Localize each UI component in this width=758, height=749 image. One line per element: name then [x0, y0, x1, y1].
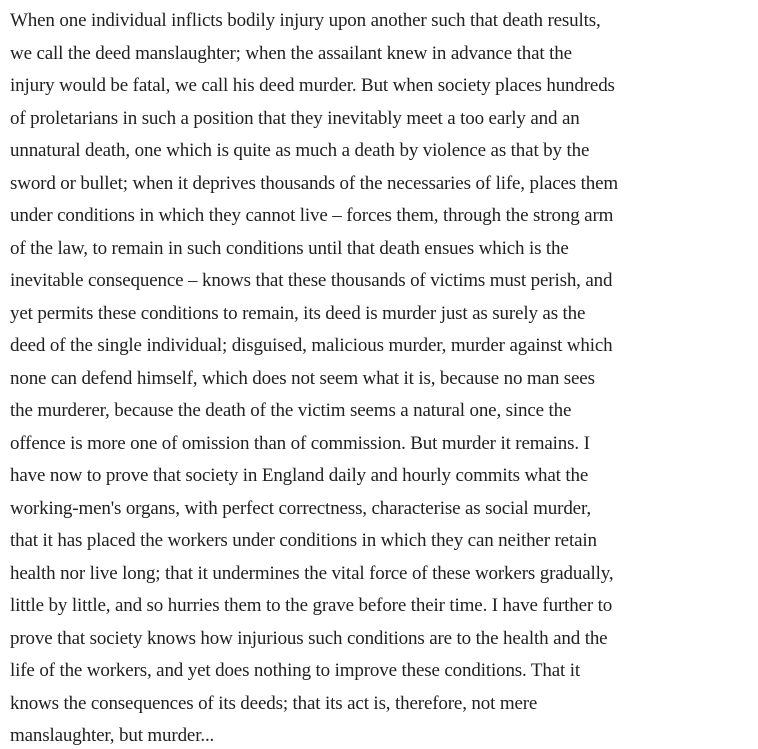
text-line: knows the consequences of its deeds; that its act is, therefore, not mere [10, 692, 538, 714]
text-line: yet permits these conditions to remain, its deed is murder just as surely as the [10, 302, 586, 324]
text-line: health nor live long; that it undermines the vital force of these workers gradually, [10, 562, 614, 584]
text-line: life of the workers, and yet does nothing to improve these conditions. That it [10, 660, 580, 681]
text-line: little by little, and so hurries them to the grave before their time. I have further to [10, 595, 613, 616]
text-line: inevitable consequence – knows that these thousands of victims must perish, and [10, 270, 613, 291]
text-line: offence is more one of omission than of commission. But murder it remains. I [10, 432, 590, 454]
text-line: of proletarians in such a position that they inevitably meet a too early and an [10, 107, 580, 129]
text-line: the murderer, because the death of the victim seems a natural one, since the [10, 400, 572, 421]
text-line: under conditions in which they cannot live – forces them, through the strong arm [10, 205, 614, 226]
text-line: sword or bullet; when it deprives thousands of the necessaries of life, places them [10, 172, 619, 194]
text-line: have now to prove that society in England daily and hourly commits what the [10, 465, 589, 486]
text-line: unnatural death, one which is quite as much a death by violence as that by the [10, 140, 590, 161]
paragraph-text [10, 5, 754, 749]
text-line: none can defend himself, which does not seem what it is, because no man sees [10, 367, 595, 389]
text-line: prove that society knows how injurious such conditions are to the health and the [10, 627, 608, 649]
text-line: working-men's organs, with perfect correctness, characterise as social murder, [10, 497, 591, 519]
text-line: manslaughter, but murder... [10, 725, 215, 746]
text-line: of the law, to remain in such conditions until that death ensues which is the [10, 237, 569, 259]
text-line: deed of the single individual; disguised, malicious murder, murder against which [10, 335, 613, 356]
text-line: When one individual inflicts bodily injury upon another such that death results, [10, 10, 601, 31]
text-line: we call the deed manslaughter; when the assailant knew in advance that the [10, 42, 572, 64]
text-line: injury would be fatal, we call his deed murder. But when society places hundreds [10, 75, 615, 96]
text-line: that it has placed the workers under conditions in which they can neither retain [10, 530, 597, 551]
